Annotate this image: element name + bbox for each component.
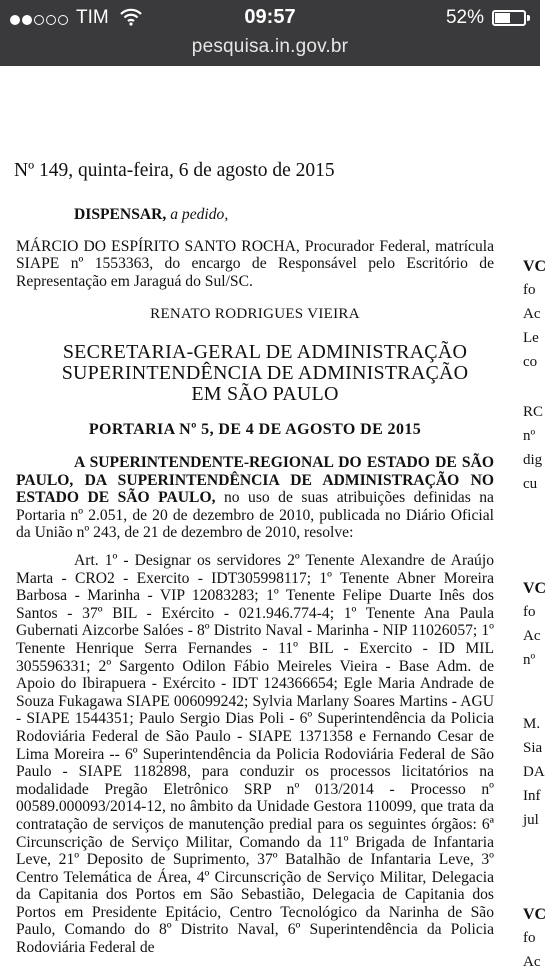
column-fragment: VC: [523, 580, 546, 597]
adjacent-column-fragment: [520, 66, 546, 970]
dispensar-body: MÁRCIO DO ESPÍRITO SANTO ROCHA, Procurador Federal, matrícula SIAPE nº 1553363, do encargo de Responsável pelo Escritório de Representação em Jaraguá do Sul/SC.: [16, 237, 494, 290]
issue-header: Nº 149, quinta-feira, 6 de agosto de 2015: [14, 160, 335, 181]
document-page: [0, 66, 546, 970]
portaria-title: PORTARIA Nº 5, DE 4 DE AGOSTO DE 2015: [88, 421, 422, 438]
column-fragment: RC: [523, 404, 544, 420]
column-fragment: Ac: [523, 954, 541, 970]
carrier-name: TIM: [76, 7, 109, 28]
dispensar-lead-italic: a pedido,: [170, 206, 229, 223]
column-fragment: Sia: [523, 740, 543, 756]
column-fragment: Ac: [523, 628, 541, 644]
column-fragment: DA: [523, 764, 545, 780]
column-fragment: Le: [523, 330, 539, 346]
battery-percentage: 52%: [445, 7, 484, 28]
signature: RENATO RODRIGUES VIEIRA: [150, 306, 360, 322]
column-fragment: nº: [523, 428, 536, 444]
dispensar-lead: [16, 206, 494, 224]
column-fragment: Inf: [523, 788, 541, 804]
clock: 09:57: [244, 6, 296, 28]
column-fragment: co: [523, 354, 538, 370]
column-fragment: cu: [523, 476, 538, 492]
column-fragment: VC: [523, 258, 546, 275]
address-bar-url[interactable]: pesquisa.in.gov.br: [191, 36, 349, 57]
intro-bold: A SUPERINTENDENTE-REGIONAL DO ESTADO DE SÃO PAULO, DA SUPERINTENDÊNCIA DE ADMINISTRAÇÃO NO ESTADO DE SÃO PAULO,: [16, 454, 494, 507]
column-fragment: Ac: [523, 306, 541, 322]
intro-rest: no uso de suas atribuições definidas na Portaria nº 2.051, de 20 de dezembro de 2010, publicada no Diário Oficial da União nº 243, de 21 de dezembro de 2010, resolve:: [16, 489, 494, 542]
org-line-3: EM SÃO PAULO: [191, 383, 339, 405]
article-1: Art. 1º - Designar os servidores 2º Tenente Alexandre de Araújo Marta - CRO2 - Exercito - IDT305998117; 1º Tenente Abner Moreira Barbosa - Marinha - VIP 12083283; 1º Tenente Felipe Duarte Inês dos Santos - 37º BIL - Exército - 021.946.774-4; 1º Tenente Ana Paula Gubernati Aizcorbe Salóes - 8º Distrito Naval - Marinha - NIP 11026057; 1º Tenente Henrique Serra Fernandes - 11º BIL - Exercito - ID MIL 305596331; 2º Sargento Odilon Fábio Meireles Vieira - Base Adm. de Apoio do Ibirapuera - Exército - IDT 124366654; Egle Maria Andrade de Souza Fukagawa SIAPE 006099242; Sylvia Marlany Soares Martins - AGU - SIAPE 1544351; Paulo Sergio Dias Poli - 6º Superintendência da Policia Rodoviária Federal de São Paulo - SIAPE 1371358 e Fernando Cesar de Lima Moreira -- 6º Superintendência da Policia Rodoviária Federal de São Paulo - SIAPE 1182898, para conduzir os processos licitatórios na modalidade Pregão Eletrônico SRP nº 013/2014 - Processo nº 00589.000093/2014-12, no âmbito da Unidade Gestora 110099, que trata da contratação de serviços de manutenção predial para os seguintes órgãos: 6ª Circunscrição de Serviço Militar, Comando da 11º Brigada de Infantaria Leve, 21º Deposito de Suprimento, 37º Batalhão de Infantaria Leve, 3º Centro Telemática de Área, 4º Circunscrição de Serviço Militar, Delegacia da Capitania dos Portos em São Sebastião, Delegacia de Capitania dos Portos em Presidente Epitácio, Centro Tecnológico da Narinha de São Paulo, Comando do 8º Distrito Naval, 6º Superintendência da Policia Rodoviária Federal de: [16, 552, 494, 957]
dispensar-lead-bold: DISPENSAR,: [74, 206, 167, 223]
column-fragment: fo: [523, 930, 536, 946]
org-line-2: SUPERINTENDÊNCIA DE ADMINISTRAÇÃO: [61, 362, 469, 384]
organization-heading: [0, 342, 530, 405]
column-fragment: fo: [523, 604, 536, 620]
org-line-1: SECRETARIA-GERAL DE ADMINISTRAÇÃO: [62, 341, 468, 363]
column-fragment: VC: [523, 906, 546, 923]
column-fragment: dig: [523, 452, 543, 468]
column-fragment: jul: [523, 812, 539, 828]
article-paragraph: [16, 552, 494, 957]
dispensar-section: [16, 206, 494, 290]
battery-icon: [492, 10, 526, 26]
intro-paragraph: [16, 454, 494, 542]
column-fragment: nº: [523, 652, 536, 668]
status-bar: [0, 0, 540, 66]
column-fragment: M.: [523, 716, 541, 732]
column-fragment: fo: [523, 282, 536, 298]
